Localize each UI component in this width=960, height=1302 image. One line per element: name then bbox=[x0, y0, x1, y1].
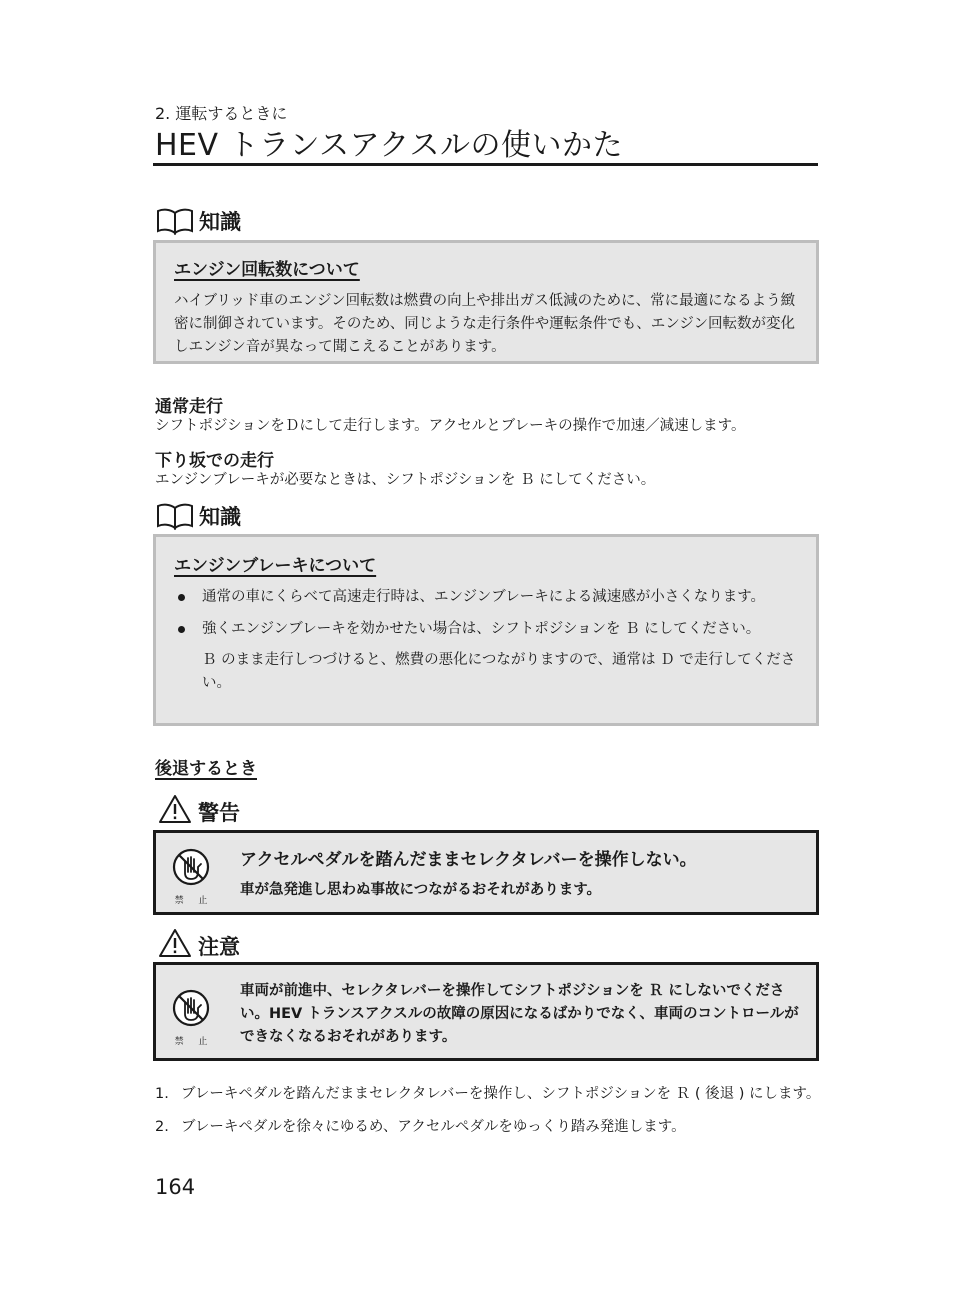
step-text: ブレーキペダルを徐々にゆるめ、アクセルペダルをゆっくり踏み発進します。 bbox=[181, 1119, 686, 1135]
book-icon bbox=[155, 500, 195, 532]
step-item bbox=[155, 1116, 825, 1139]
caution-box bbox=[153, 962, 819, 1061]
normal-driving-heading: 通常走行 bbox=[155, 397, 223, 417]
list-item bbox=[174, 618, 798, 695]
section-number: 2. 運転するときに bbox=[155, 104, 288, 123]
knowledge-heading-label: 知識 bbox=[199, 505, 241, 529]
book-icon bbox=[155, 205, 195, 237]
knowledge-box-engine-rpm bbox=[153, 240, 819, 364]
downhill-heading: 下り坂での走行 bbox=[155, 451, 274, 471]
knowledge-box-engine-brake bbox=[153, 534, 819, 726]
knowledge-box-title: エンジン回転数について bbox=[174, 260, 360, 280]
caution-text: 車両が前進中、セレクタレバーを操作してシフトポジションを Ｒ にしないでください。HEV トランスアクスルの故障の原因になるばかりでなく、車両のコントロールができなくなるおそれがあります。 bbox=[240, 983, 799, 1045]
list-item-continuation: Ｂ のまま走行しつづけると、燃費の悪化につながりますので、通常は Ｄ で走行してください。 bbox=[202, 652, 796, 691]
prohibition-icon-block bbox=[168, 988, 214, 1047]
reversing-heading: 後退するとき bbox=[155, 759, 257, 779]
caution-heading-label: 注意 bbox=[198, 934, 240, 959]
knowledge-box-text: ハイブリッド車のエンジン回転数は燃費の向上や排出ガス低減のために、常に最適になるよう緻密に制御されています。そのため、同じような走行条件や運転条件でも、エンジン回転数が変化しエンジン音が異なって聞こえることがあります。 bbox=[174, 293, 796, 355]
step-text: ブレーキペダルを踏んだままセレクタレバーを操作し、シフトポジションを Ｒ ( 後退 ) にします。 bbox=[181, 1086, 821, 1102]
page-number: 164 bbox=[155, 1175, 196, 1199]
step-number: 1. bbox=[155, 1086, 169, 1102]
warning-main-text: アクセルペダルを踏んだままセレクタレバーを操作しない。 bbox=[240, 850, 697, 870]
knowledge-bullet-list bbox=[174, 586, 798, 695]
warning-sub-text: 車が急発進し思わぬ事故につながるおそれがあります。 bbox=[240, 882, 602, 898]
prohibition-label: 禁 止 bbox=[174, 896, 214, 906]
caution-heading bbox=[158, 928, 240, 963]
knowledge-heading bbox=[155, 500, 241, 532]
warning-box bbox=[153, 830, 819, 915]
prohibition-label: 禁 止 bbox=[174, 1037, 214, 1047]
list-item-text: 強くエンジンブレーキを効かせたい場合は、シフトポジションを Ｂ にしてください。 bbox=[202, 621, 761, 637]
list-item bbox=[174, 586, 798, 609]
step-item bbox=[155, 1083, 825, 1106]
prohibition-icon-block bbox=[168, 847, 214, 906]
warning-heading-label: 警告 bbox=[198, 800, 240, 825]
knowledge-heading bbox=[155, 205, 241, 237]
steps-list bbox=[155, 1083, 825, 1149]
list-item-text: 通常の車にくらべて高速走行時は、エンジンブレーキによる減速感が小さくなります。 bbox=[202, 589, 766, 605]
prohibition-hand-icon bbox=[171, 988, 211, 1032]
downhill-text: エンジンブレーキが必要なときは、シフトポジションを Ｂ にしてください。 bbox=[155, 472, 656, 488]
prohibition-hand-icon bbox=[171, 847, 211, 891]
knowledge-heading-label: 知識 bbox=[199, 210, 241, 234]
step-number: 2. bbox=[155, 1119, 169, 1135]
knowledge-box-title: エンジンブレーキについて bbox=[174, 556, 377, 576]
normal-driving-text: シフトポジションをＤにして走行します。アクセルとブレーキの操作で加速／減速します。 bbox=[155, 418, 746, 434]
title-rule bbox=[153, 163, 818, 166]
warning-triangle-icon bbox=[158, 928, 192, 963]
warning-heading bbox=[158, 794, 240, 829]
page-title: HEV トランスアクスルの使いかた bbox=[155, 128, 623, 163]
warning-triangle-icon bbox=[158, 794, 192, 829]
